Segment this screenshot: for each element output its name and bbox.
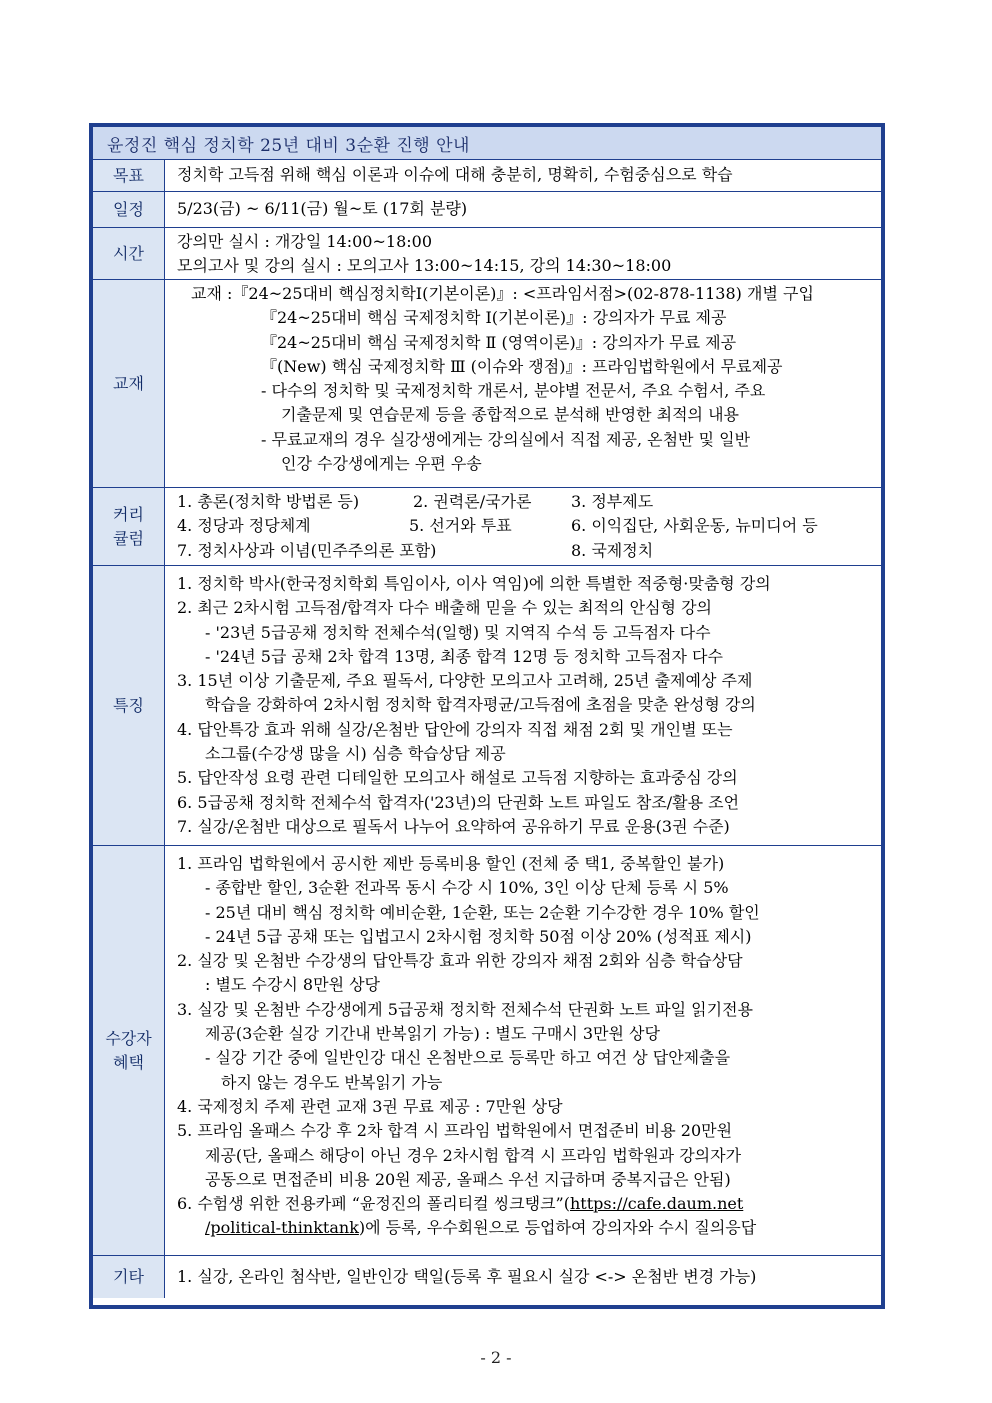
textbook-line: 『24~25대비 핵심 국제정치학 Ⅱ (영역이론)』: 강의자가 무료 제공 <box>261 332 737 352</box>
benefits-line: 3. 실강 및 온첨반 수강생에게 5급공채 정치학 전체수석 단권화 노트 파일 읽기전용 <box>177 999 753 1019</box>
schedule-label: 일정 <box>93 192 165 227</box>
features-line: 3. 15년 이상 기출문제, 주요 필독서, 다양한 모의고사 고려해, 25년 출제예상 주제 <box>177 671 753 691</box>
textbook-label: 교재 <box>93 280 165 487</box>
row-features <box>93 566 881 846</box>
curriculum-item: 3. 정부제도 <box>571 492 654 511</box>
textbook-line: 기출문제 및 연습문제 등을 종합적으로 분석해 반영한 최적의 내용 <box>281 405 740 425</box>
row-etc <box>93 1256 881 1298</box>
row-schedule <box>93 192 881 228</box>
features-line: 소그룹(수강생 많을 시) 심층 학습상담 제공 <box>205 744 506 764</box>
features-line: 학습을 강화하여 2차시험 정치학 합격자평균/고득점에 초점을 맞춘 완성형 강의 <box>205 695 756 715</box>
textbook-line: 인강 수강생에게는 우편 우송 <box>281 454 482 474</box>
curriculum-item: 2. 권력론/국가론 <box>413 492 532 511</box>
features-line: 2. 최근 2차시험 고득점/합격자 다수 배출해 믿을 수 있는 최적의 안심형 강의 <box>177 598 713 618</box>
cafe-link[interactable]: https://cafe.daum.net <box>569 1194 744 1214</box>
etc-text <box>165 1256 881 1298</box>
time-label: 시간 <box>93 228 165 279</box>
row-textbook <box>93 280 881 488</box>
row-curriculum <box>93 488 881 566</box>
features-line: 6. 5급공채 정치학 전체수석 합격자('23년)의 단권화 노트 파일도 참조/활용 조언 <box>177 792 740 812</box>
cafe-suffix: )에 등록, 우수회원으로 등업하여 강의자와 수시 질의응답 <box>358 1218 757 1238</box>
benefits-line: 1. 프라임 법학원에서 공시한 제반 등록비용 할인 (전체 중 택1, 중복할인 불가) <box>177 854 725 873</box>
curriculum-item: 1. 총론(정치학 방법론 등) <box>177 492 360 511</box>
features-text <box>165 566 881 845</box>
features-line: 1. 정치학 박사(한국정치학회 특임이사, 이사 역임)에 의한 특별한 적중형·맞춤형 강의 <box>177 574 771 593</box>
benefits-line: - 종합반 할인, 3순환 전과목 동시 수강 시 10%, 3인 이상 단체 등록 시 5% <box>205 878 729 898</box>
benefits-cafe-line <box>177 1192 877 1216</box>
benefits-line: 제공(단, 올패스 해당이 아닌 경우 2차시험 합격 시 프라임 법학원과 강의자가 <box>205 1145 742 1165</box>
textbook-line: 교재 :『24~25대비 핵심정치학Ⅰ(기본이론)』: <프라임서점>(02-878-1138) 개별 구입 <box>191 284 814 303</box>
textbook-line: - 무료교재의 경우 실강생에게는 강의실에서 직접 제공, 온첨반 및 일반 <box>261 429 751 449</box>
curriculum-label <box>93 488 165 565</box>
textbook-line: 『(New) 핵심 국제정치학 Ⅲ (이슈와 쟁점)』: 프라임법학원에서 무료제공 <box>261 356 783 376</box>
schedule-text <box>165 192 881 227</box>
row-goal <box>93 160 881 192</box>
curriculum-item: 6. 이익집단, 사회운동, 뉴미디어 등 <box>571 516 818 536</box>
benefits-line: - 24년 5급 공채 또는 입법고시 2차시험 정치학 50점 이상 20% (성적표 제시) <box>205 926 752 946</box>
benefits-line: 4. 국제정치 주제 관련 교재 3권 무료 제공 : 7만원 상당 <box>177 1096 563 1116</box>
benefits-text <box>165 846 881 1255</box>
curriculum-item: 8. 국제정치 <box>571 540 654 560</box>
row-benefits <box>93 846 881 1256</box>
goal-value: 정치학 고득점 위해 핵심 이론과 이슈에 대해 충분히, 명확히, 수험중심으로 학습 <box>177 165 733 185</box>
curriculum-row <box>177 539 877 563</box>
curriculum-text <box>165 488 881 565</box>
curriculum-label-line: 커리 <box>113 504 144 524</box>
curriculum-item: 5. 선거와 투표 <box>409 516 512 536</box>
features-line: - '23년 5급공채 정치학 전체수석(일행) 및 지역직 수석 등 고득점자 다수 <box>205 622 711 642</box>
time-text <box>165 228 881 279</box>
textbook-text <box>165 280 881 487</box>
etc-value: 1. 실강, 온라인 첨삭반, 일반인강 택일(등록 후 필요시 실강 <-> 온첨반 변경 가능) <box>177 1266 757 1286</box>
benefits-label-line: 수강자 <box>105 1028 152 1048</box>
benefits-line: - 실강 기간 중에 일반인강 대신 온첨반으로 등록만 하고 여건 상 답안제출을 <box>205 1048 731 1068</box>
benefits-line: 2. 실강 및 온첨반 수강생의 답안특강 효과 위한 강의자 채점 2회와 심층 학습상담 <box>177 951 743 971</box>
table-title: 윤정진 핵심 정치학 25년 대비 3순환 진행 안내 <box>93 127 881 160</box>
features-line: 7. 실강/온첨반 대상으로 필독서 나누어 요약하여 공유하기 무료 운용(3권 수준) <box>177 816 730 836</box>
curriculum-item: 7. 정치사상과 이념(민주주의론 포함) <box>177 540 437 560</box>
benefits-line: - 25년 대비 핵심 정치학 예비순환, 1순환, 또는 2순환 기수강한 경우 10% 할인 <box>205 902 760 922</box>
curriculum-item: 4. 정당과 정당체계 <box>177 516 311 536</box>
curriculum-row <box>177 490 877 514</box>
info-table <box>89 123 885 1309</box>
curriculum-label-line: 큘럼 <box>113 528 144 548</box>
features-line: 4. 답안특강 효과 위해 실강/온첨반 답안에 강의자 직접 채점 2회 및 개인별 또는 <box>177 719 733 739</box>
benefits-label-line: 혜택 <box>113 1052 144 1072</box>
textbook-line: 『24~25대비 핵심 국제정치학 Ⅰ(기본이론)』: 강의자가 무료 제공 <box>261 308 727 328</box>
schedule-value: 5/23(금) ~ 6/11(금) 월~토 (17회 분량) <box>177 199 468 219</box>
page-number: - 2 - <box>480 1348 512 1367</box>
benefits-line: 공동으로 면접준비 비용 20원 제공, 올패스 우선 지급하며 중복지급은 안됨) <box>205 1169 731 1189</box>
textbook-line: - 다수의 정치학 및 국제정치학 개론서, 분야별 전문서, 주요 수험서, 주요 <box>261 381 766 401</box>
features-line: - '24년 5급 공채 2차 합격 13명, 최종 합격 12명 등 정치학 고득점자 다수 <box>205 646 723 666</box>
benefits-label <box>93 846 165 1255</box>
cafe-link-continued[interactable]: /political-thinktank <box>205 1218 359 1238</box>
row-time <box>93 228 881 280</box>
features-line: 5. 답안작성 요령 관련 디테일한 모의고사 해설로 고득점 지향하는 효과중심 강의 <box>177 768 738 788</box>
benefits-line: : 별도 수강시 8만원 상당 <box>205 975 381 995</box>
cafe-prefix: 6. 수험생 위한 전용카페 “윤정진의 폴리티컬 씽크탱크”( <box>177 1194 570 1214</box>
time-line: 강의만 실시 : 개강일 14:00~18:00 <box>177 232 433 251</box>
curriculum-row <box>177 514 877 538</box>
features-label: 특징 <box>93 566 165 845</box>
goal-label: 목표 <box>93 160 165 191</box>
benefits-line: 하지 않는 경우도 반복읽기 가능 <box>221 1072 443 1092</box>
time-line: 모의고사 및 강의 실시 : 모의고사 13:00~14:15, 강의 14:30~18:00 <box>177 256 672 276</box>
etc-label: 기타 <box>93 1256 165 1298</box>
goal-text <box>165 160 881 191</box>
benefits-line: 제공(3순환 실강 기간내 반복읽기 가능) : 별도 구매시 3만원 상당 <box>205 1024 660 1044</box>
benefits-line: 5. 프라임 올패스 수강 후 2차 합격 시 프라임 법학원에서 면접준비 비용 20만원 <box>177 1121 733 1141</box>
benefits-cafe-line <box>177 1216 877 1240</box>
